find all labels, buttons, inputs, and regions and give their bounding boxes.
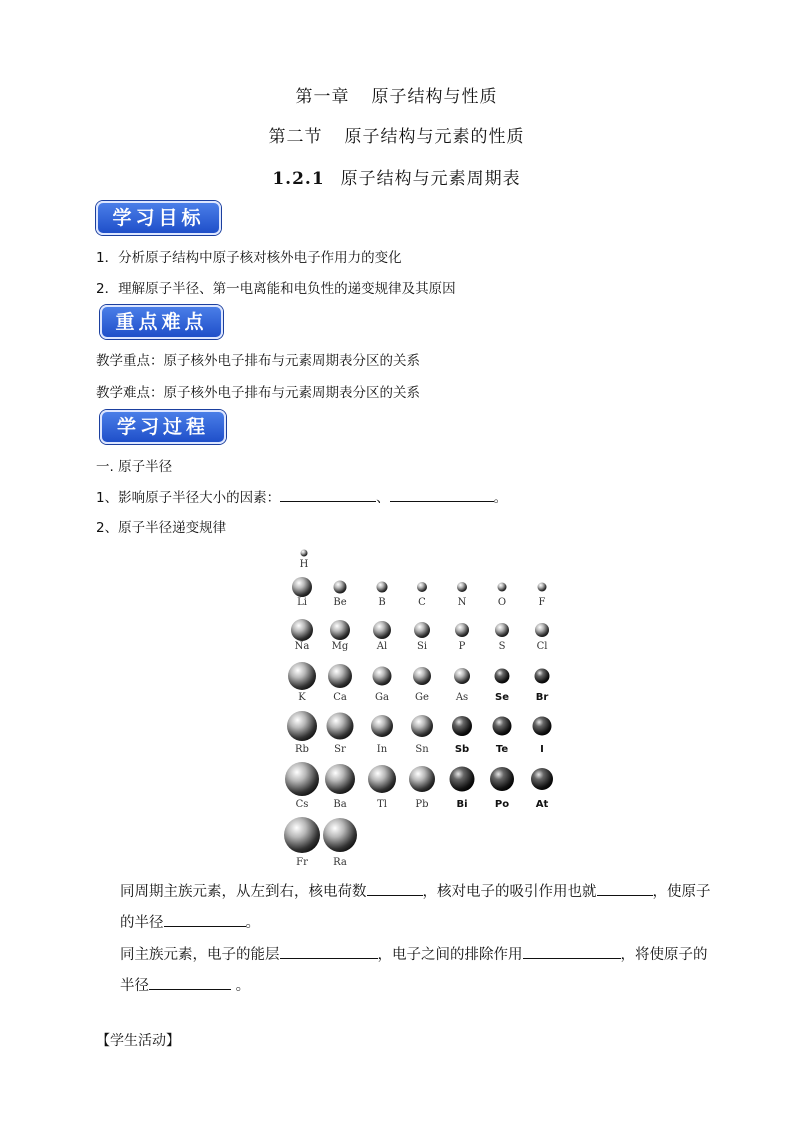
atom-mg	[330, 620, 350, 640]
group-trend-text: 半径	[120, 978, 149, 994]
section-name: 原子结构与元素的性质	[344, 127, 525, 147]
atom-o	[498, 583, 507, 592]
atomic-radius-figure	[262, 545, 592, 875]
atom-label-bi: Bi	[456, 799, 468, 810]
atom-label-ge: Ge	[415, 692, 429, 703]
atom-label-ga: Ga	[375, 692, 389, 703]
atom-ra	[323, 818, 357, 852]
atom-i	[533, 717, 552, 736]
key-points-badge: 重点难点	[100, 305, 223, 339]
answer-blank[interactable]	[597, 881, 653, 896]
atom-p	[455, 623, 469, 637]
atom-label-na: Na	[294, 641, 310, 652]
atom-br	[535, 669, 550, 684]
atom-label-fr: Fr	[296, 857, 308, 868]
group-trend-text: ，电子之间的排除作用	[377, 947, 523, 963]
atom-rb	[287, 711, 317, 741]
objectives-badge: 学习目标	[96, 201, 221, 235]
group-trend-text: 同主族元素，电子的能层	[120, 947, 280, 963]
answer-blank[interactable]	[164, 912, 246, 927]
atom-label-f: F	[538, 597, 546, 608]
section-title	[0, 122, 793, 147]
atom-label-at: At	[535, 799, 549, 810]
atom-at	[531, 768, 553, 790]
atom-label-mg: Mg	[331, 641, 349, 652]
group-trend-text: ，将使原子的	[620, 947, 708, 963]
atom-h	[301, 550, 308, 557]
atom-be	[334, 581, 347, 594]
lesson-number: 1.2.1	[272, 169, 325, 189]
atom-label-sn: Sn	[415, 744, 429, 755]
paragraph-group-trend	[120, 944, 708, 963]
section-number: 第二节	[268, 127, 323, 147]
paragraph-group-trend-cont	[120, 975, 250, 994]
atom-label-si: Si	[416, 641, 428, 652]
atomic-radius-heading: 一. 原子半径	[96, 459, 173, 475]
atom-label-p: P	[458, 641, 466, 652]
atom-label-se: Se	[495, 692, 509, 703]
atom-label-ca: Ca	[333, 692, 347, 703]
atom-sb	[452, 716, 472, 736]
atom-label-as: As	[455, 692, 469, 703]
atom-label-pb: Pb	[415, 799, 429, 810]
radius-factors-line	[96, 486, 507, 506]
atom-n	[457, 582, 467, 592]
chapter-number: 第一章	[295, 87, 350, 107]
atom-tl	[368, 765, 396, 793]
answer-blank[interactable]	[280, 944, 378, 959]
answer-blank[interactable]	[280, 487, 376, 502]
chapter-title	[0, 82, 793, 107]
atom-label-n: N	[457, 597, 467, 608]
atom-label-br: Br	[535, 692, 549, 703]
chapter-name: 原子结构与性质	[371, 87, 498, 107]
radius-trend-heading: 2、原子半径递变规律	[96, 520, 227, 536]
atom-label-te: Te	[495, 744, 509, 755]
objective-item-1: 1．分析原子结构中原子核对核外电子作用力的变化	[96, 250, 402, 266]
group-trend-text: 。	[231, 978, 251, 994]
atom-f	[538, 583, 547, 592]
lesson-name: 原子结构与元素周期表	[340, 169, 521, 189]
period-trend-text: 。	[245, 915, 260, 931]
paragraph-period-trend	[120, 881, 711, 900]
atom-label-b: B	[378, 597, 386, 608]
atom-label-i: I	[540, 744, 544, 755]
atom-cs	[285, 762, 319, 796]
atom-se	[495, 669, 510, 684]
atom-label-po: Po	[494, 799, 510, 810]
atom-na	[291, 619, 313, 641]
teaching-difficulty: 教学难点：原子核外电子排布与元素周期表分区的关系	[96, 385, 420, 401]
answer-blank[interactable]	[523, 944, 621, 959]
atom-al	[373, 621, 391, 639]
lesson-title	[0, 164, 793, 189]
atom-po	[490, 767, 514, 791]
atom-c	[417, 582, 427, 592]
atom-ba	[325, 764, 355, 794]
atom-in	[371, 715, 393, 737]
student-activity-label: 【学生活动】	[96, 1033, 180, 1049]
atom-pb	[409, 766, 435, 792]
atom-fr	[284, 817, 320, 853]
atom-si	[414, 622, 430, 638]
atom-ca	[328, 664, 352, 688]
atom-s	[495, 623, 509, 637]
atom-sr	[327, 713, 354, 740]
atom-label-c: C	[418, 597, 426, 608]
period-trend-text: ，使原子	[652, 884, 711, 900]
atom-label-li: Li	[297, 597, 307, 608]
atom-label-ba: Ba	[333, 799, 347, 810]
atom-label-be: Be	[333, 597, 347, 608]
process-badge: 学习过程	[100, 410, 226, 444]
atom-ge	[413, 667, 431, 685]
atom-label-sb: Sb	[454, 744, 470, 755]
atom-label-tl: Tl	[377, 799, 387, 810]
atom-bi	[450, 767, 475, 792]
atom-label-cs: Cs	[295, 799, 309, 810]
answer-blank[interactable]	[149, 975, 231, 990]
period-trend-text: 同周期主族元素，从左到右，核电荷数	[120, 884, 367, 900]
radius-factors-label: 1、影响原子半径大小的因素：	[96, 490, 281, 506]
atom-label-al: Al	[376, 641, 388, 652]
atom-li	[292, 577, 312, 597]
paragraph-period-trend-cont	[120, 912, 260, 931]
atom-cl	[535, 623, 549, 637]
atom-b	[377, 582, 388, 593]
period-trend-text: 的半径	[120, 915, 164, 931]
answer-blank[interactable]	[367, 881, 423, 896]
atom-label-ra: Ra	[333, 857, 347, 868]
atom-label-rb: Rb	[295, 744, 309, 755]
period-trend-text: ，核对电子的吸引作用也就	[422, 884, 597, 900]
atom-label-s: S	[498, 641, 506, 652]
atom-te	[493, 717, 512, 736]
atom-label-o: O	[497, 597, 507, 608]
teaching-focus: 教学重点：原子核外电子排布与元素周期表分区的关系	[96, 353, 420, 369]
separator: 、	[376, 490, 390, 506]
atom-label-sr: Sr	[334, 744, 346, 755]
answer-blank[interactable]	[390, 487, 494, 502]
atom-as	[454, 668, 470, 684]
period: 。	[493, 490, 508, 506]
atom-sn	[411, 715, 433, 737]
atom-label-h: H	[299, 559, 309, 570]
atom-label-k: K	[298, 692, 306, 703]
atom-label-cl: Cl	[536, 641, 548, 652]
atom-k	[288, 662, 316, 690]
objective-item-2: 2．理解原子半径、第一电离能和电负性的递变规律及其原因	[96, 281, 456, 297]
atom-label-in: In	[376, 744, 388, 755]
atom-ga	[373, 667, 392, 686]
